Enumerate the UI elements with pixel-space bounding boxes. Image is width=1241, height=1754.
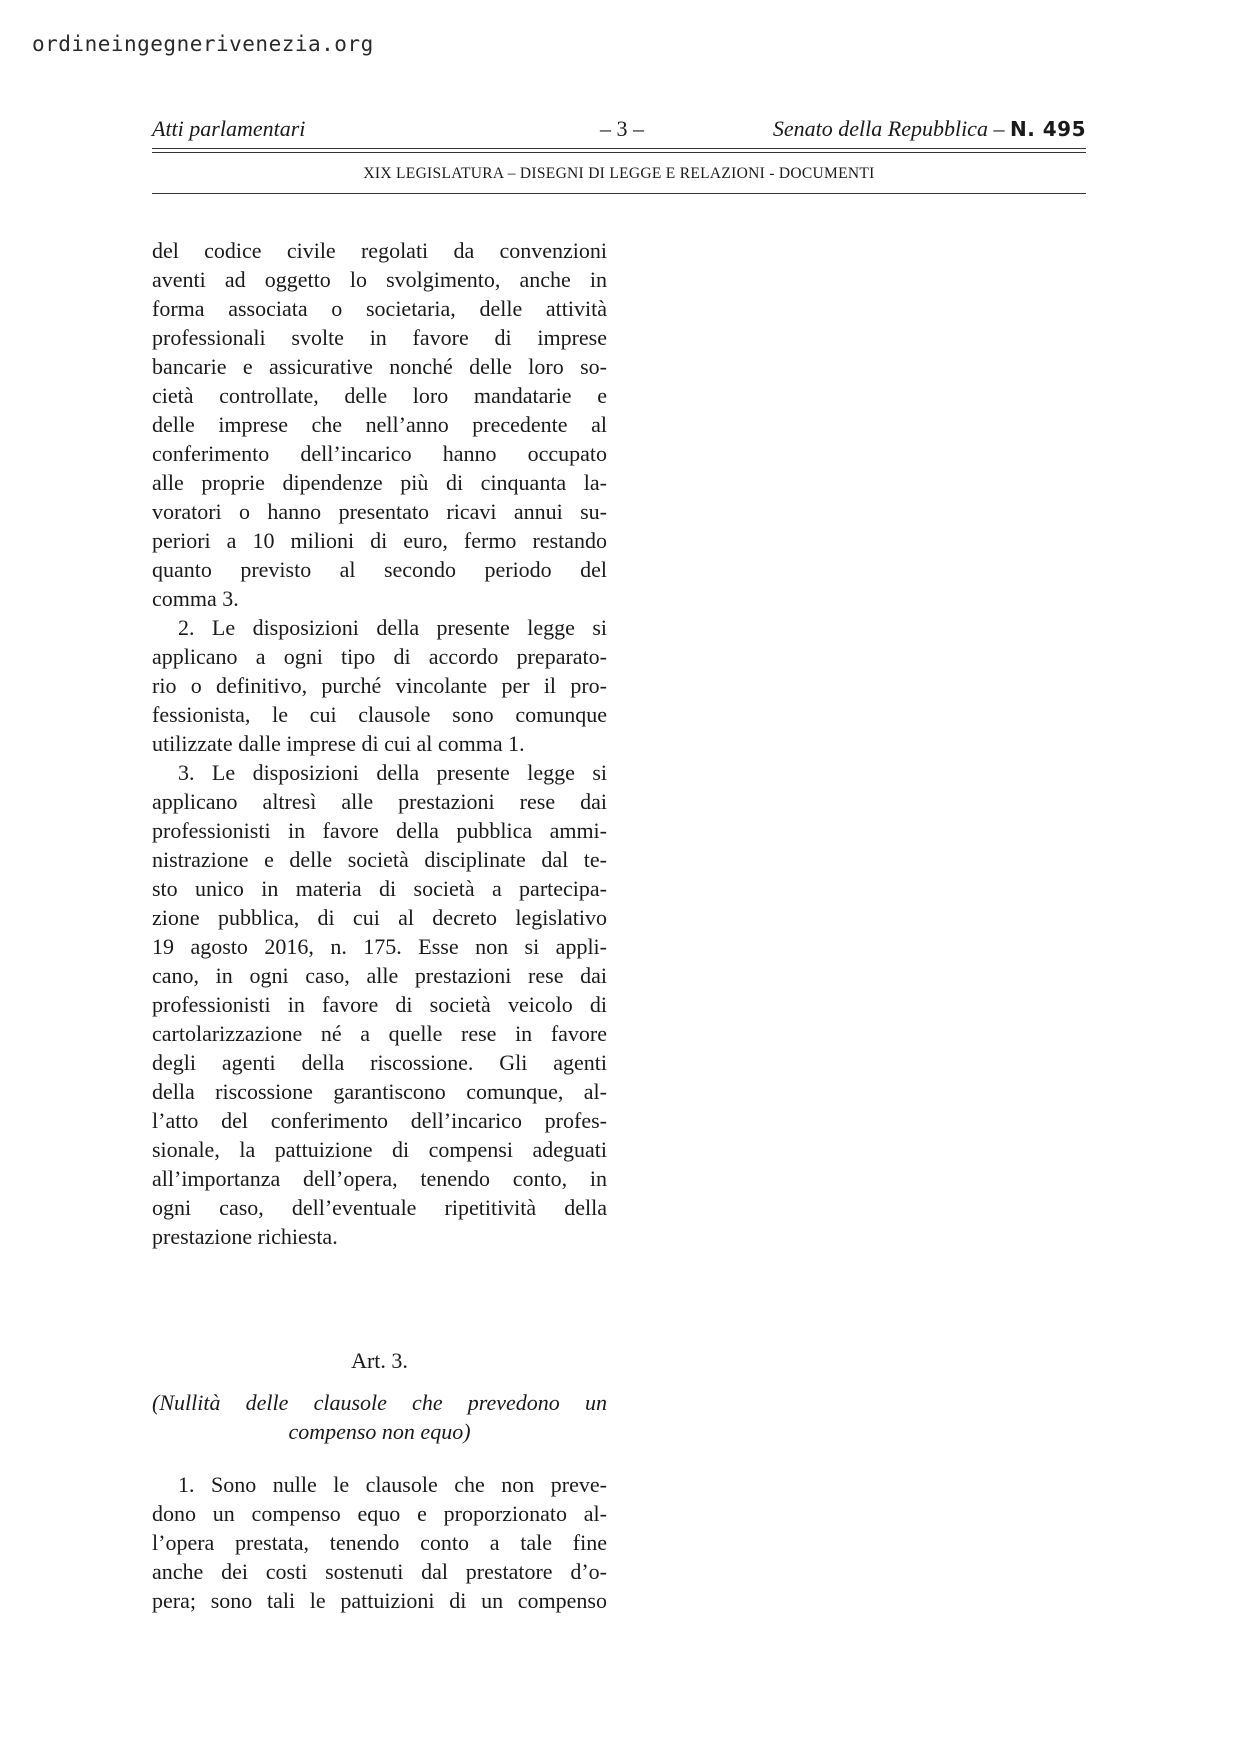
page-number: – 3 – (600, 116, 644, 141)
text-line: all’importanza dell’opera, tenendo conto, in (152, 1166, 607, 1191)
text-line: voratori o hanno presentato ricavi annui su- (152, 499, 607, 524)
paragraph-1 (152, 236, 607, 613)
text-line: anche dei costi sostenuti dal prestatore d’o- (152, 1559, 607, 1584)
text-line: delle imprese che nell’anno precedente al (152, 412, 607, 437)
legislature-subheader: XIX LEGISLATURA – DISEGNI DI LEGGE E RELAZIONI - DOCUMENTI (152, 153, 1086, 194)
text-line: nistrazione e delle società disciplinate dal te- (152, 847, 607, 872)
text-line: conferimento dell’incarico hanno occupato (152, 441, 607, 466)
text-line: cartolarizzazione né a quelle rese in favore (152, 1021, 607, 1046)
text-line: prestazione richiesta. (152, 1224, 338, 1249)
text-line: professionisti in favore della pubblica ammi- (152, 818, 607, 843)
text-line: 2. Le disposizioni della presente legge si (178, 615, 607, 640)
watermark-url: ordineingegnerivenezia.org (32, 32, 374, 56)
header-right-title (773, 116, 1086, 142)
text-line: periori a 10 milioni di euro, fermo restando (152, 528, 607, 553)
text-line: quanto previsto al secondo periodo del (152, 557, 607, 582)
paragraph-4 (152, 1470, 607, 1615)
text-line: cietà controllate, delle loro mandatarie e (152, 383, 607, 408)
text-line: applicano a ogni tipo di accordo preparato- (152, 644, 607, 669)
paragraph-3 (152, 758, 607, 1251)
text-line: dono un compenso equo e proporzionato al- (152, 1501, 607, 1526)
text-line: 3. Le disposizioni della presente legge si (178, 760, 607, 785)
text-line: della riscossione garantiscono comunque, al- (152, 1079, 607, 1104)
text-line: zione pubblica, di cui al decreto legislativo (152, 905, 607, 930)
subtitle-line: compenso non equo) (288, 1419, 471, 1444)
header-left-title: Atti parlamentari (152, 116, 306, 141)
text-line: alle proprie dipendenze più di cinquanta la- (152, 470, 607, 495)
document-number: N. 495 (1009, 117, 1086, 141)
text-line: fessionista, le cui clausole sono comunque (152, 702, 607, 727)
text-line: rio o definitivo, purché vincolante per il pro- (152, 673, 607, 698)
text-line: professionisti in favore di società veicolo di (152, 992, 607, 1017)
paragraph-2 (152, 613, 607, 758)
article-subtitle (152, 1388, 607, 1446)
text-line: pera; sono tali le pattuizioni di un compenso (152, 1588, 607, 1613)
text-line: 1. Sono nulle le clausole che non preve- (178, 1472, 607, 1497)
text-line: del codice civile regolati da convenzioni (152, 238, 607, 263)
text-column (152, 236, 607, 1615)
text-line: sto unico in materia di società a partecipa- (152, 876, 607, 901)
page-header (152, 112, 1086, 194)
text-line: bancarie e assicurative nonché delle loro so- (152, 354, 607, 379)
text-line: comma 3. (152, 586, 239, 611)
text-line: degli agenti della riscossione. Gli agenti (152, 1050, 607, 1075)
text-line: cano, in ogni caso, alle prestazioni rese dai (152, 963, 607, 988)
header-row (152, 112, 1086, 144)
spacer (152, 1446, 607, 1470)
header-right-text: Senato della Repubblica – (772, 116, 1005, 141)
text-line: professionali svolte in favore di imprese (152, 325, 607, 350)
article-title: Art. 3. (351, 1348, 408, 1373)
text-line: l’opera prestata, tenendo conto a tale fine (152, 1530, 607, 1555)
subtitle-line: (Nullità delle clausole che prevedono un (152, 1390, 607, 1415)
text-line: applicano altresì alle prestazioni rese dai (152, 789, 607, 814)
text-line: sionale, la pattuizione di compensi adeguati (152, 1137, 607, 1162)
text-line: utilizzate dalle imprese di cui al comma 1. (152, 731, 525, 756)
text-line: 19 agosto 2016, n. 175. Esse non si appli- (152, 934, 607, 959)
text-line: forma associata o societaria, delle attività (152, 296, 607, 321)
text-line: l’atto del conferimento dell’incarico profes- (152, 1108, 607, 1133)
text-line: ogni caso, dell’eventuale ripetitività della (152, 1195, 607, 1220)
text-line: aventi ad oggetto lo svolgimento, anche in (152, 267, 607, 292)
